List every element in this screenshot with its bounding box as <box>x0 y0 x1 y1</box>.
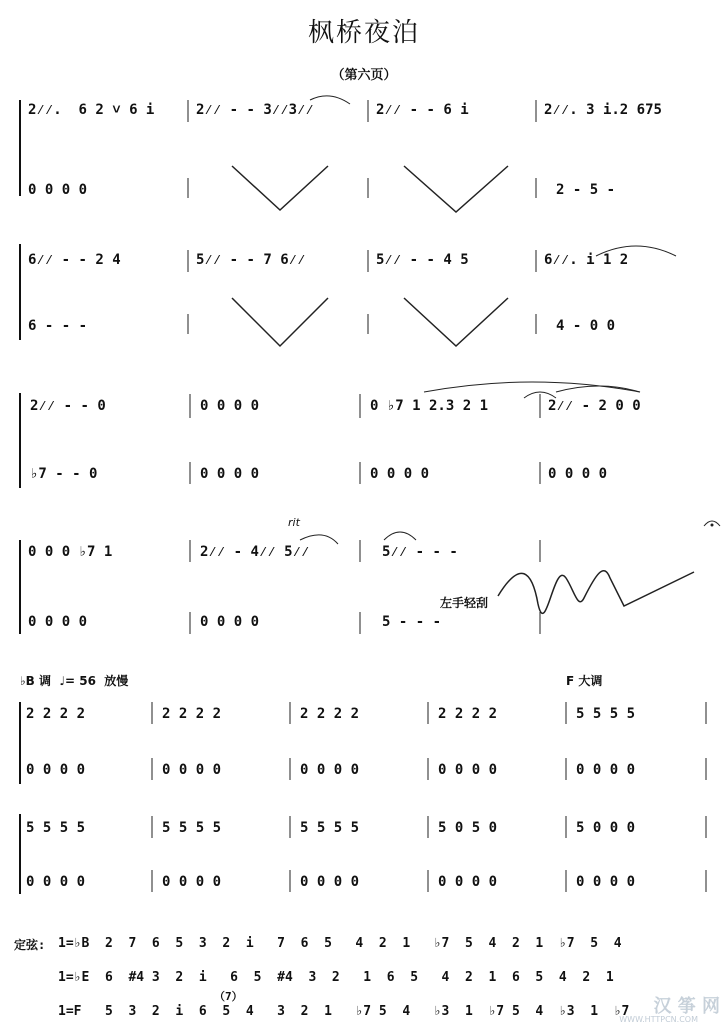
sys5-m3-upper: 2 2 2 2 <box>300 706 360 722</box>
sys3-m3-upper: 0 ♭7 1 2.3 2 1 <box>370 398 489 414</box>
sys1-m3-upper: 2⁄⁄ - - 6 i <box>376 102 469 118</box>
key-change-label: F 大调 <box>566 674 603 688</box>
site-watermark-url: WWW.HTTPCN.COM <box>619 1015 698 1024</box>
sys6-m2-lower: 0 0 0 0 <box>162 874 222 890</box>
sys6-m4-upper: 5 0 5 0 <box>438 820 498 836</box>
sys2-m1-lower: 6 - - - <box>28 318 88 334</box>
sys4-m2-upper: 2⁄⁄ - 4⁄⁄ 5⁄⁄ <box>200 544 310 560</box>
sys1-m4-upper: 2⁄⁄. 3 i.2 675 <box>544 102 662 118</box>
page-subtitle: （第六页） <box>331 68 397 83</box>
sys2-m3-upper: 5⁄⁄ - - 4 5 <box>376 252 469 268</box>
tuning-row-bflat: 1=♭B 2 7 6 5 3 2 i 7 6 5 4 2 1 ♭7 5 4 2 1 ♭7 5 4 <box>58 936 622 951</box>
sys2-m1-upper: 6⁄⁄ - - 2 4 <box>28 252 121 268</box>
sys3-m1-lower: ♭7 - - 0 <box>30 466 98 482</box>
sys6-m5-upper: 5 0 0 0 <box>576 820 636 836</box>
sys2-m4-upper: 6⁄⁄. i 1 2 <box>544 252 629 268</box>
sys2-m2-upper: 5⁄⁄ - - 7 6⁄⁄ <box>196 252 306 268</box>
sys3-m2-upper: 0 0 0 0 <box>200 398 260 414</box>
tuning-paren-note: （7） <box>214 990 243 1003</box>
sys4-m3-lower: 5 - - - <box>382 614 442 630</box>
sys5-m2-lower: 0 0 0 0 <box>162 762 222 778</box>
sys3-m2-lower: 0 0 0 0 <box>200 466 260 482</box>
sys5-m4-lower: 0 0 0 0 <box>438 762 498 778</box>
sys5-m3-lower: 0 0 0 0 <box>300 762 360 778</box>
sys3-m1-upper: 2⁄⁄ - - 0 <box>30 398 106 414</box>
left-hand-scrape-label: 左手轻刮 <box>440 596 489 610</box>
sys1-m1-lower: 0 0 0 0 <box>28 182 88 198</box>
tuning-row-eflat: 1=♭E 6 #4 3 2 i 6 5 #4 3 2 1 6 5 4 2 1 6 5 4 2 1 <box>58 970 614 985</box>
sys5-m1-upper: 2 2 2 2 <box>26 706 86 722</box>
page-title: 枫桥夜泊 <box>307 18 420 48</box>
sys1-m2-upper: 2⁄⁄ - - 3⁄⁄3⁄⁄ <box>196 102 314 118</box>
sys5-m5-upper: 5 5 5 5 <box>576 706 636 722</box>
tuning-row-f: 1=F 5 3 2 i 6 5 4 3 2 1 ♭7 5 4 ♭3 1 ♭7 5 4 ♭3 1 ♭7 <box>58 1004 630 1019</box>
sys4-m3-upper: 5⁄⁄ - - - <box>382 544 458 560</box>
rit-mark: rit <box>288 516 300 529</box>
key-tempo-label: ♭B 调 ♩= 56 放慢 <box>20 674 129 688</box>
sys5-m2-upper: 2 2 2 2 <box>162 706 222 722</box>
tuning-label: 定弦: <box>14 938 46 952</box>
sys5-m4-upper: 2 2 2 2 <box>438 706 498 722</box>
sys4-m1-upper: 0 0 0 ♭7 1 <box>28 544 113 560</box>
sys5-m1-lower: 0 0 0 0 <box>26 762 86 778</box>
sys6-m5-lower: 0 0 0 0 <box>576 874 636 890</box>
sys6-m3-upper: 5 5 5 5 <box>300 820 360 836</box>
sys3-m4-lower: 0 0 0 0 <box>548 466 608 482</box>
sys6-m3-lower: 0 0 0 0 <box>300 874 360 890</box>
sys6-m2-upper: 5 5 5 5 <box>162 820 222 836</box>
sys6-m1-lower: 0 0 0 0 <box>26 874 86 890</box>
sys5-m5-lower: 0 0 0 0 <box>576 762 636 778</box>
sys1-m1-upper: 2⁄⁄. 6 2 ˅ 6 i <box>28 102 155 118</box>
sys3-m4-upper: 2⁄⁄ - 2 0 0 <box>548 398 641 414</box>
site-watermark: 汉 筝 网 <box>653 996 720 1017</box>
sys4-m2-lower: 0 0 0 0 <box>200 614 260 630</box>
sys6-m1-upper: 5 5 5 5 <box>26 820 86 836</box>
sys3-m3-lower: 0 0 0 0 <box>370 466 430 482</box>
sys1-m4-lower: 2 - 5 - <box>556 182 616 198</box>
sys4-m1-lower: 0 0 0 0 <box>28 614 88 630</box>
sys2-m4-lower: 4 - 0 0 <box>556 318 616 334</box>
sys6-m4-lower: 0 0 0 0 <box>438 874 498 890</box>
